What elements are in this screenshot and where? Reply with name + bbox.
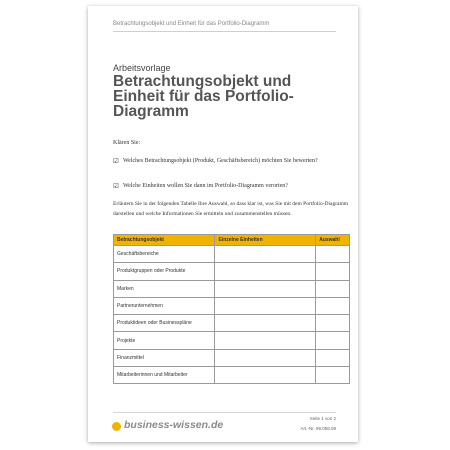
article-number: Art.-Nr. 99.058.09 [300,426,336,431]
table-cell-empty[interactable] [215,332,316,349]
table-row [114,297,350,314]
table-row [114,315,350,332]
table-row [114,246,350,263]
column-header: Auswahl [316,235,350,246]
table-cell-empty[interactable] [316,246,350,263]
table-cell: Projekte [114,332,215,349]
table-cell-empty[interactable] [316,280,350,297]
table-cell-empty[interactable] [316,367,350,384]
table-cell: Geschäftsbereiche [114,246,215,263]
checklist-item-text: Welches Betrachtungsobjekt (Produkt, Geschäftsbereich) möchten Sie bewerten? [123,158,318,164]
table-cell-empty[interactable] [316,349,350,366]
table-cell-empty[interactable] [215,315,316,332]
table-cell: Partnerunternehmen [114,297,215,314]
doc-title: Betrachtungsobjekt und Einheit für das Portfolio-Diagramm [113,73,294,120]
instruction-paragraph: Erläutern Sie in der folgenden Tabelle Ihre Auswahl, so dass klar ist, was Sie mit dem Portfolio-Diagramm darstellen und welche Informationen Sie ermitteln und zusammenstellen müssen. [113,201,349,217]
brand-logo-text[interactable]: business-wissen.de [124,419,224,431]
table-row [114,280,350,297]
table-cell-empty[interactable] [316,332,350,349]
table-row [114,367,350,384]
table-cell-empty[interactable] [215,280,316,297]
running-header: Betrachtungsobjekt und Einheit für das Portfolio-Diagramm [113,21,270,27]
table-header-row [114,235,350,246]
table-row [114,263,350,280]
checked-box-icon: ☑ [113,158,119,165]
brand-dot-icon [112,422,121,431]
table-cell-empty[interactable] [215,263,316,280]
intro-text: Klären Sie: [113,140,141,146]
table-cell-empty[interactable] [316,297,350,314]
table-cell: Produktideen oder Businesspläne [114,315,215,332]
header-divider [113,31,336,32]
column-header: Einzelne Einheiten [215,235,316,246]
checklist-item-text: Welche Einheiten wollen Sie dann im Portfolio-Diagramm verorten? [123,183,288,189]
table-cell-empty[interactable] [316,263,350,280]
table-cell: Mitarbeiterinnen und Mitarbeiter [114,367,215,384]
doc-kicker: Arbeitsvorlage [113,63,171,73]
table-cell-empty[interactable] [215,349,316,366]
table-cell: Finanzmittel [114,349,215,366]
footer-divider [113,412,336,413]
table-cell: Marken [114,280,215,297]
table-cell: Produktgruppen oder Produkte [114,263,215,280]
selection-table [113,234,350,384]
checked-box-icon: ☑ [113,183,119,190]
table-cell-empty[interactable] [215,297,316,314]
table-cell-empty[interactable] [215,246,316,263]
document-page [88,6,358,442]
table-cell-empty[interactable] [316,315,350,332]
table-row [114,332,350,349]
table-cell-empty[interactable] [215,367,316,384]
page-number: Seite 1 von 2 [309,416,336,421]
column-header: Betrachtungsobjekt [114,235,215,246]
table-row [114,349,350,366]
